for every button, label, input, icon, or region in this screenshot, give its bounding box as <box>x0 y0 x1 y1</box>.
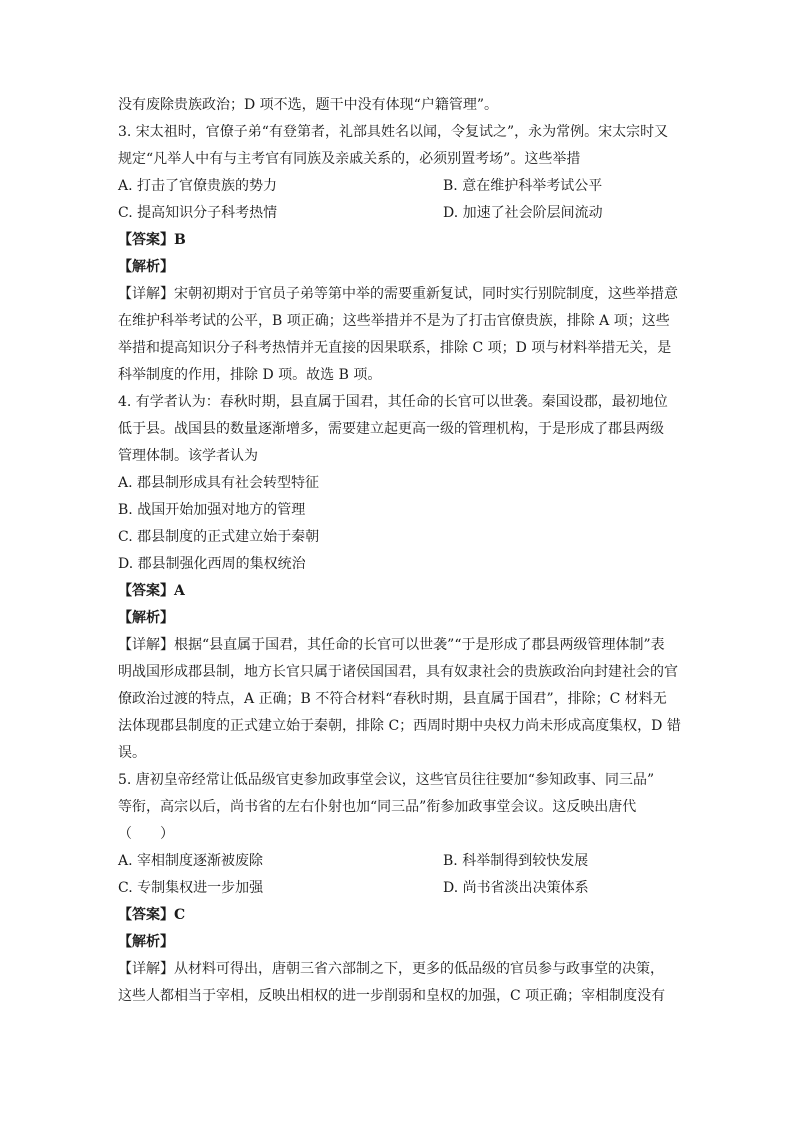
question-4-stem: 4. 有学者认为：春秋时期，县直属于国君，其任命的长官可以世袭。秦国设郡，最初地位 <box>118 394 668 410</box>
question-5-stem: 等衔，高宗以后，尚书省的左右仆射也加“同三品”衔参加政事堂会议。这反映出唐代 <box>118 799 637 815</box>
question-4-stem: 管理体制。该学者认为 <box>118 448 258 464</box>
explanation-line: 僚政治过渡的特点，A 正确；B 不符合材料“春秋时期，县直属于国君”，排除；C 材料无 <box>118 691 667 707</box>
question-4-stem: 低于县。战国县的数量逐渐增多，需要建立起更高一级的管理机构，于是形成了郡县两级 <box>118 421 664 437</box>
explanation-line: 【详解】从材料可得出，唐朝三省六部制之下，更多的低品级的官员参与政事堂的决策， <box>118 961 664 977</box>
q4-option-d: D. 郡县制强化西周的集权统治 <box>118 556 306 572</box>
explanation-line: 这些人都相当于宰相，反映出相权的进一步削弱和皇权的加强，C 项正确；宰相制度没有 <box>118 988 666 1004</box>
analysis-label: 【解析】 <box>118 259 174 275</box>
explanation-line: 【详解】宋朝初期对于官员子弟等第中举的需要重新复试，同时实行别院制度，这些举措意 <box>118 286 678 302</box>
question-5-stem: 5. 唐初皇帝经常让低品级官吏参加政事堂会议，这些官员往往要加“参知政事、同三品” <box>118 772 655 788</box>
q5-option-d: D. 尚书省淡出决策体系 <box>443 880 589 896</box>
analysis-label: 【解析】 <box>118 610 174 626</box>
explanation-line: 【详解】根据“县直属于国君，其任命的长官可以世袭”“于是形成了郡县两级管理体制”表 <box>118 637 665 653</box>
question-3-stem: 3. 宋太祖时，官僚子弟“有登第者，礼部具姓名以闻，令复试之”，永为常例。宋太宗时又 <box>118 124 669 140</box>
q5-option-a: A. 宰相制度逐渐被废除 <box>118 853 264 869</box>
answer-blank: （ ） <box>118 826 174 842</box>
answer-label: 【答案】A <box>118 583 185 599</box>
text-line: 没有废除贵族政治；D 项不选，题干中没有体现“户籍管理”。 <box>118 97 498 113</box>
q4-option-a: A. 郡县制形成具有社会转型特征 <box>118 475 320 491</box>
answer-label: 【答案】C <box>118 907 186 923</box>
explanation-line: 明战国形成郡县制，地方长官只属于诸侯国国君，具有奴隶社会的贵族政治向封建社会的官 <box>118 664 678 680</box>
q3-option-b: B. 意在维护科举考试公平 <box>443 178 603 194</box>
q5-option-c: C. 专制集权进一步加强 <box>118 880 264 896</box>
explanation-line: 法体现郡县制度的正式建立始于秦朝，排除 C；西周时期中央权力尚未形成高度集权，D 错 <box>118 718 681 734</box>
q5-option-b: B. 科举制得到较快发展 <box>443 853 589 869</box>
explanation-line: 在维护科举考试的公平，B 项正确；这些举措并不是为了打击官僚贵族，排除 A 项；这些 <box>118 313 670 329</box>
explanation-line: 举措和提高知识分子科考热情并无直接的因果联系，排除 C 项；D 项与材料举措无关，是 <box>118 340 672 356</box>
explanation-line: 误。 <box>118 745 146 761</box>
answer-label: 【答案】B <box>118 232 186 248</box>
q3-option-d: D. 加速了社会阶层间流动 <box>443 205 603 221</box>
q4-option-c: C. 郡县制度的正式建立始于秦朝 <box>118 529 320 545</box>
q3-option-a: A. 打击了官僚贵族的势力 <box>118 178 278 194</box>
explanation-line: 科举制度的作用，排除 D 项。故选 B 项。 <box>118 367 382 383</box>
analysis-label: 【解析】 <box>118 934 174 950</box>
q4-option-b: B. 战国开始加强对地方的管理 <box>118 502 306 518</box>
question-3-stem: 规定“凡举人中有与主考官有同族及亲戚关系的，必须别置考场”。这些举措 <box>118 151 581 167</box>
q3-option-c: C. 提高知识分子科考热情 <box>118 205 278 221</box>
